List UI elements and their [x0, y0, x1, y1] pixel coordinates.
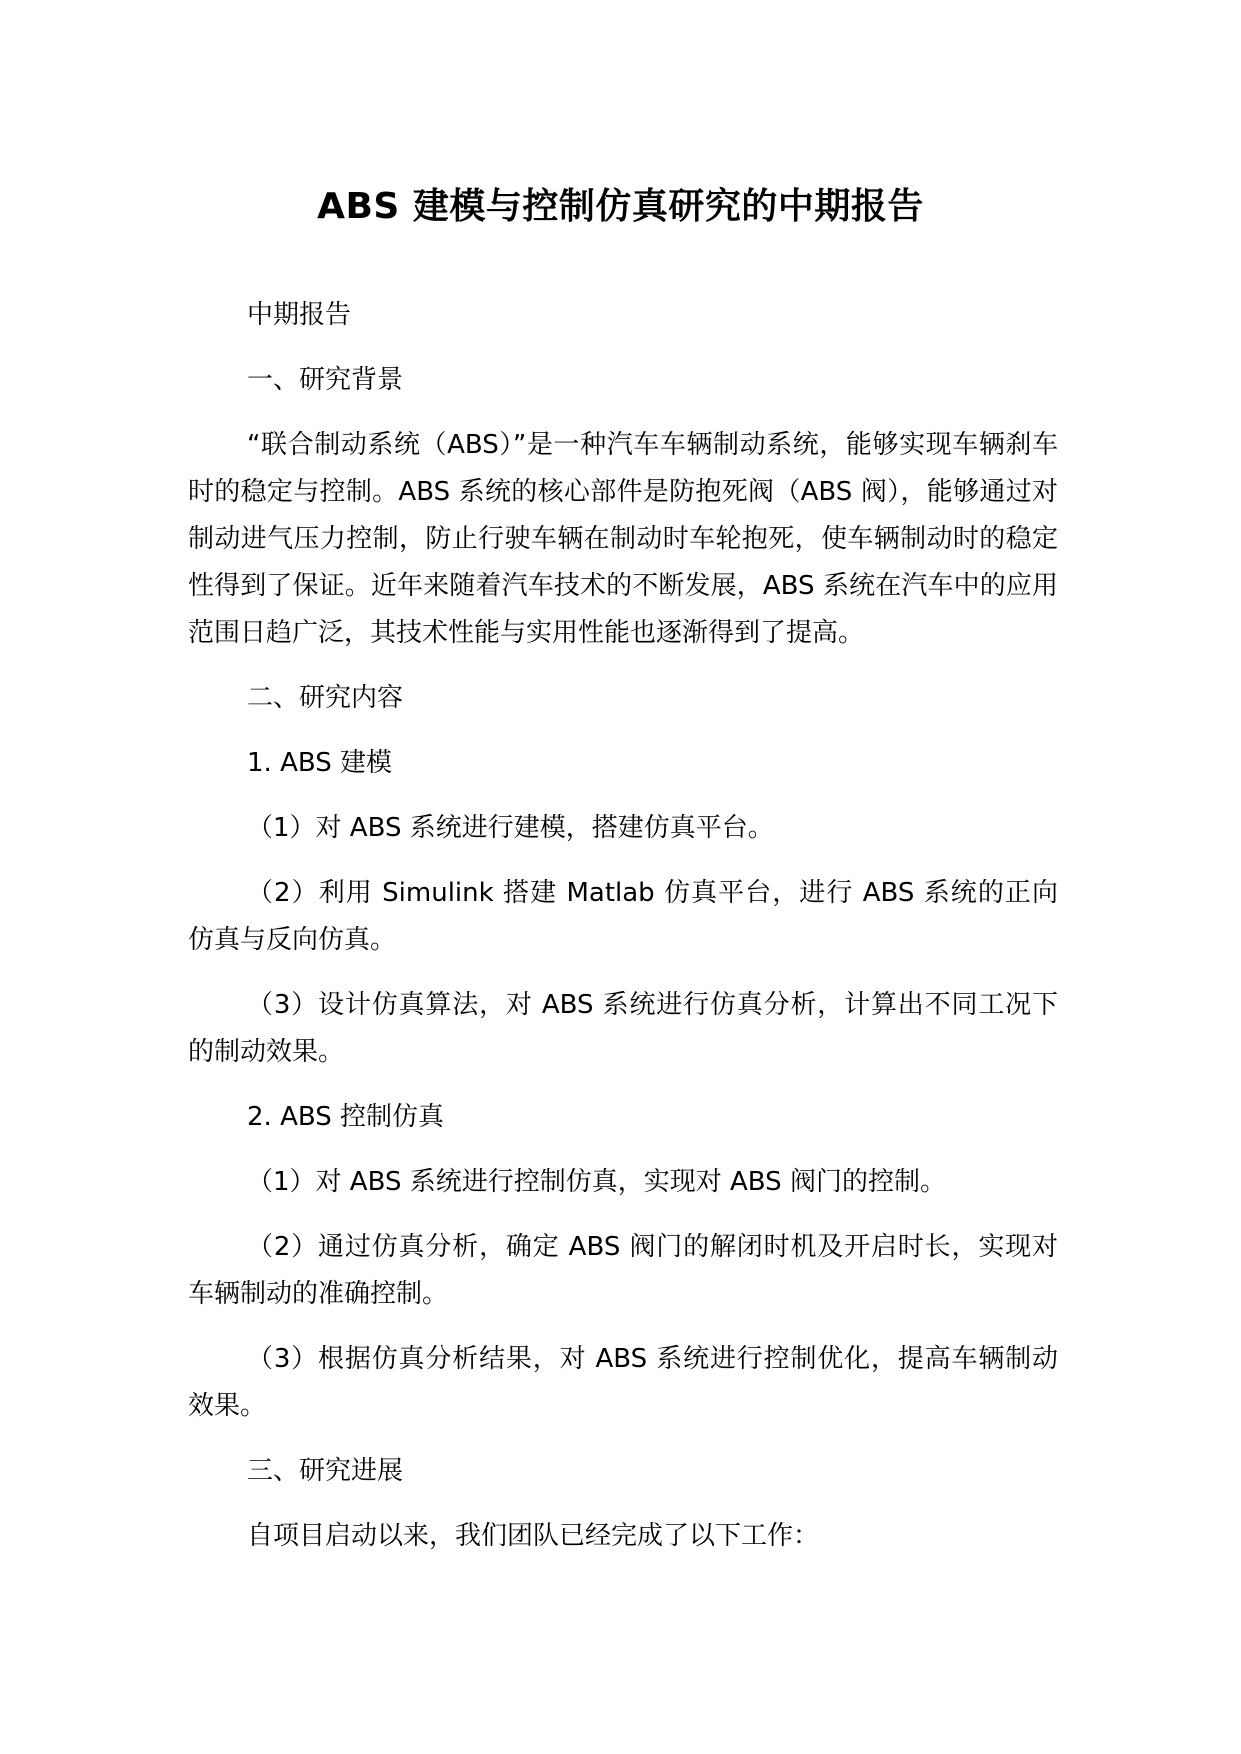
list-item-control-2: （2）通过仿真分析，确定 ABS 阀门的解闭时机及开启时长，实现对车辆制动的准确控制。	[188, 1232, 1058, 1309]
list-item-control-1: （1）对 ABS 系统进行控制仿真，实现对 ABS 阀门的控制。	[247, 1167, 946, 1197]
paragraph-report-label: 中期报告	[247, 300, 352, 330]
list-item-modeling-1: （1）对 ABS 系统进行建模，搭建仿真平台。	[247, 813, 774, 843]
heading-research-content: 二、研究内容	[247, 683, 404, 713]
subheading-abs-control-simulation: 2. ABS 控制仿真	[247, 1102, 445, 1132]
list-item-modeling-2: （2）利用 Simulink 搭建 Matlab 仿真平台，进行 ABS 系统的正向仿真与反向仿真。	[188, 878, 1058, 955]
paragraph-background: “联合制动系统（ABS）”是一种汽车车辆制动系统，能够实现车辆刹车时的稳定与控制。ABS 系统的核心部件是防抱死阀（ABS 阀），能够通过对制动进气压力控制，防止行驶车辆在制动时车轮抱死，使车辆制动时的稳定性得到了保证。近年来随着汽车技术的不断发展，ABS 系统在汽车中的应用范围日趋广泛，其技术性能与实用性能也逐渐得到了提高。	[188, 430, 1058, 648]
paragraph-progress-intro: 自项目启动以来，我们团队已经完成了以下工作：	[247, 1521, 820, 1551]
heading-research-background: 一、研究背景	[247, 365, 404, 395]
heading-research-progress: 三、研究进展	[247, 1456, 404, 1486]
list-item-control-3: （3）根据仿真分析结果，对 ABS 系统进行控制优化，提高车辆制动效果。	[188, 1344, 1058, 1421]
list-item-modeling-3: （3）设计仿真算法，对 ABS 系统进行仿真分析，计算出不同工况下的制动效果。	[188, 990, 1058, 1067]
document-body	[188, 292, 1058, 1578]
subheading-abs-modeling: 1. ABS 建模	[247, 748, 393, 778]
page-title: ABS 建模与控制仿真研究的中期报告	[317, 186, 924, 227]
